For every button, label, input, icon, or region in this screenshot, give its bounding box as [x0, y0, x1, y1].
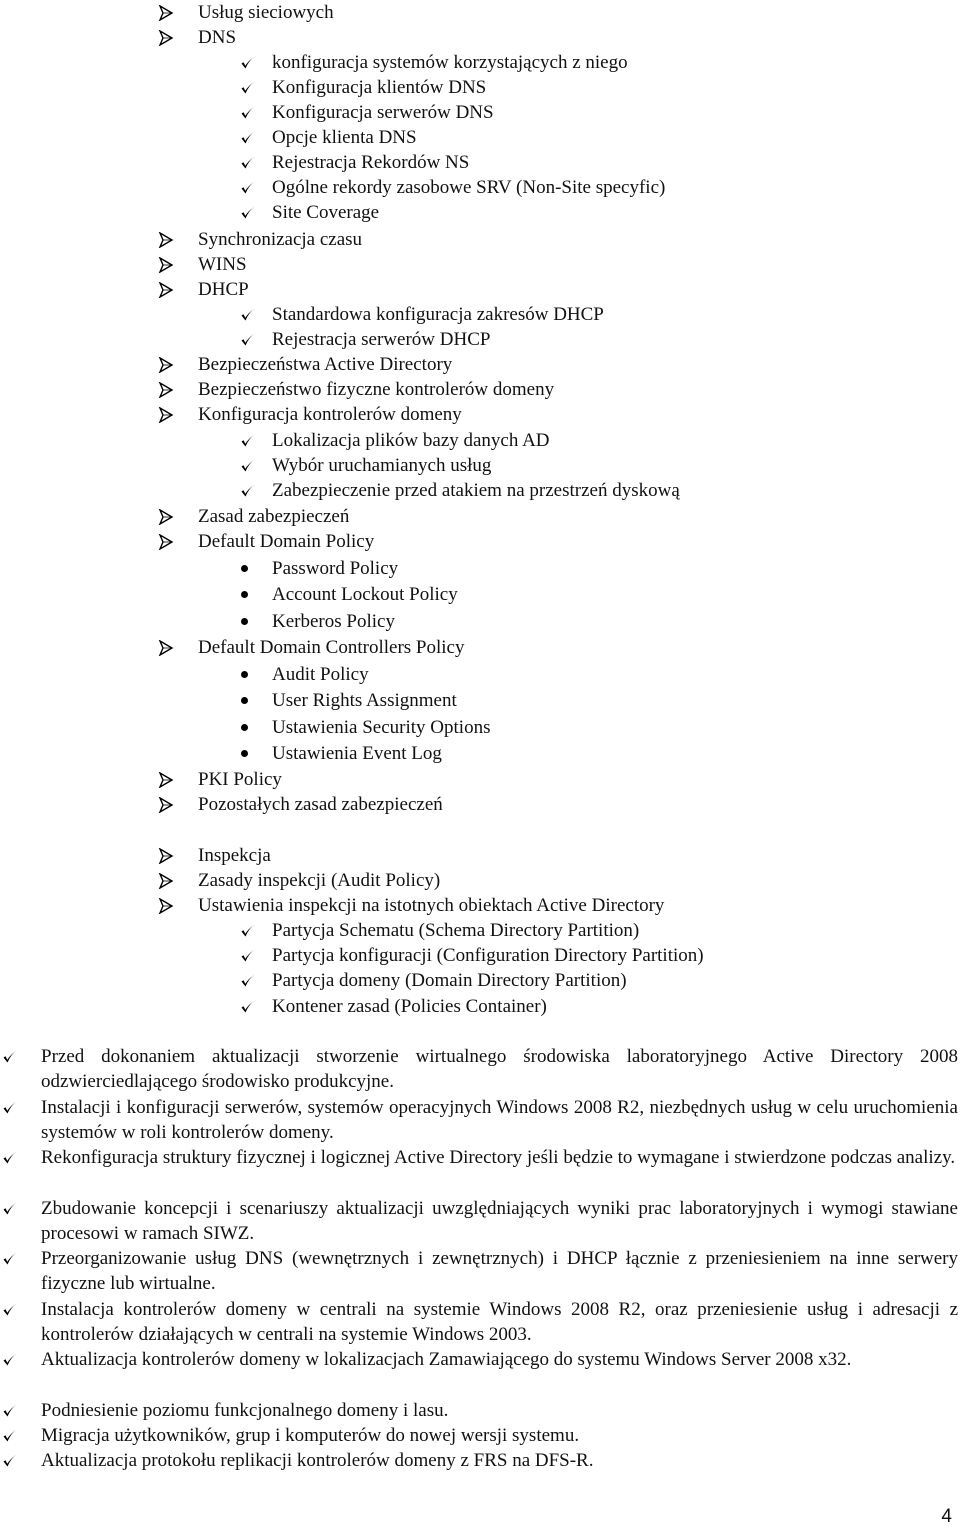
- task-item-text: Aktualizacja kontrolerów domeny w lokalizacjach Zamawiającego do systemu Windows Server 2008 x32.: [41, 1349, 852, 1370]
- outline-item: [240, 556, 398, 581]
- arrow-icon: [158, 352, 198, 377]
- outline-item-text: Password Policy: [272, 558, 399, 579]
- outline-item: [240, 478, 680, 503]
- outline-item: [158, 792, 443, 817]
- check-icon: [240, 100, 272, 125]
- outline-item-text: Account Lockout Policy: [272, 584, 458, 605]
- outline-item: [158, 868, 440, 893]
- outline-item-text: Standardowa konfiguracja zakresów DHCP: [272, 304, 604, 325]
- outline-item-text: Ustawienia Security Options: [272, 717, 491, 738]
- check-icon: [0, 1448, 41, 1473]
- outline-item: [158, 402, 462, 427]
- outline-item-text: Wybór uruchamianych usług: [272, 455, 492, 476]
- check-icon: [240, 994, 272, 1019]
- outline-item: [240, 453, 491, 478]
- check-icon: [240, 453, 272, 478]
- outline-item: [240, 50, 628, 75]
- arrow-icon: [158, 893, 198, 918]
- check-icon: [0, 1246, 41, 1271]
- outline-item-text: Synchronizacja czasu: [198, 229, 363, 250]
- check-icon: [240, 200, 272, 225]
- arrow-icon: [158, 868, 198, 893]
- outline-item: [240, 688, 457, 713]
- bullet-icon: [240, 688, 272, 713]
- outline-item-text: Partycja konfiguracji (Configuration Directory Partition): [272, 945, 704, 966]
- outline-item-text: Konfiguracja kontrolerów domeny: [198, 404, 462, 425]
- check-icon: [240, 150, 272, 175]
- outline-item-text: Ustawienia Event Log: [272, 743, 442, 764]
- task-item: [0, 1145, 958, 1170]
- outline-item: [240, 200, 379, 225]
- outline-item-text: Inspekcja: [198, 845, 271, 866]
- outline-item: [240, 75, 486, 100]
- outline-item-text: Lokalizacja plików bazy danych AD: [272, 430, 550, 451]
- outline-item-text: Zabezpieczenie przed atakiem na przestrzeń dyskową: [272, 480, 680, 501]
- outline-item-text: Rejestracja Rekordów NS: [272, 152, 470, 173]
- outline-item: [158, 227, 362, 252]
- outline-item: [240, 662, 369, 687]
- outline-item: [240, 968, 627, 993]
- check-icon: [0, 1423, 41, 1448]
- outline-item-text: Opcje klienta DNS: [272, 127, 417, 148]
- outline-item: [158, 893, 664, 918]
- outline-item: [240, 302, 604, 327]
- arrow-icon: [158, 377, 198, 402]
- bullet-icon: [240, 741, 272, 766]
- outline-item-text: Zasad zabezpieczeń: [198, 506, 350, 527]
- outline-item: [158, 277, 249, 302]
- outline-item: [158, 635, 464, 660]
- outline-item: [158, 352, 452, 377]
- outline-item-text: Konfiguracja serwerów DNS: [272, 102, 494, 123]
- outline-item: [240, 327, 490, 352]
- task-item: [0, 1423, 958, 1448]
- outline-item-text: Partycja domeny (Domain Directory Partition): [272, 970, 627, 991]
- arrow-icon: [158, 792, 198, 817]
- task-item: [0, 1095, 958, 1146]
- check-icon: [0, 1297, 41, 1322]
- outline-item-text: Audit Policy: [272, 664, 369, 685]
- task-item: [0, 1246, 958, 1297]
- outline-item: [240, 175, 665, 200]
- outline-item-text: Pozostałych zasad zabezpieczeń: [198, 794, 443, 815]
- check-icon: [0, 1095, 41, 1120]
- arrow-icon: [158, 0, 198, 25]
- check-icon: [240, 75, 272, 100]
- check-icon: [240, 302, 272, 327]
- task-item-text: Migracja użytkowników, grup i komputerów do nowej wersji systemu.: [41, 1425, 580, 1446]
- bullet-icon: [240, 715, 272, 740]
- check-icon: [0, 1044, 41, 1069]
- page-number: 4: [941, 1506, 952, 1527]
- outline-item: [240, 918, 639, 943]
- check-icon: [240, 478, 272, 503]
- task-item: [0, 1297, 958, 1348]
- check-icon: [240, 943, 272, 968]
- task-item: [0, 1398, 958, 1423]
- outline-item-text: WINS: [198, 254, 247, 275]
- bullet-icon: [240, 556, 272, 581]
- task-item-text: Przeorganizowanie usług DNS (wewnętrznych i zewnętrznych) i DHCP łącznie z przeniesieniem na inne serwery fizyczne lub wirtualne.: [41, 1248, 958, 1295]
- check-icon: [0, 1398, 41, 1423]
- outline-item-text: Konfiguracja klientów DNS: [272, 77, 487, 98]
- arrow-icon: [158, 767, 198, 792]
- outline-item: [158, 25, 236, 50]
- check-icon: [240, 428, 272, 453]
- outline-item: [240, 943, 704, 968]
- check-icon: [240, 327, 272, 352]
- outline-item-text: Default Domain Policy: [198, 531, 375, 552]
- check-icon: [240, 918, 272, 943]
- check-icon: [0, 1145, 41, 1170]
- outline-item: [158, 843, 271, 868]
- check-icon: [240, 968, 272, 993]
- task-item-text: Zbudowanie koncepcji i scenariuszy aktualizacji uwzględniających wyniki prac laboratoryjnych i wymogi stawiane procesowi w ramach SIWZ.: [41, 1198, 958, 1245]
- outline-item: [240, 994, 547, 1019]
- task-item: [0, 1196, 958, 1247]
- check-icon: [240, 125, 272, 150]
- outline-item: [158, 767, 282, 792]
- arrow-icon: [158, 227, 198, 252]
- outline-item-text: User Rights Assignment: [272, 690, 457, 711]
- outline-item-text: PKI Policy: [198, 769, 282, 790]
- outline-item: [158, 377, 554, 402]
- outline-item-text: Kerberos Policy: [272, 611, 395, 632]
- outline-item-text: Bezpieczeństwo fizyczne kontrolerów domeny: [198, 379, 555, 400]
- bullet-icon: [240, 662, 272, 687]
- check-icon: [0, 1347, 41, 1372]
- outline-item-text: Site Coverage: [272, 202, 380, 223]
- check-icon: [240, 50, 272, 75]
- task-item: [0, 1448, 958, 1473]
- outline-item-text: Partycja Schematu (Schema Directory Partition): [272, 920, 640, 941]
- outline-item: [240, 741, 442, 766]
- arrow-icon: [158, 635, 198, 660]
- outline-item-text: Usług sieciowych: [198, 2, 334, 23]
- outline-item: [158, 0, 334, 25]
- outline-item-text: DNS: [198, 27, 237, 48]
- outline-item: [240, 715, 490, 740]
- bullet-icon: [240, 609, 272, 634]
- outline-item-text: Default Domain Controllers Policy: [198, 637, 465, 658]
- outline-item: [240, 100, 494, 125]
- check-icon: [240, 175, 272, 200]
- arrow-icon: [158, 277, 198, 302]
- arrow-icon: [158, 504, 198, 529]
- task-item-text: Podniesienie poziomu funkcjonalnego domeny i lasu.: [41, 1400, 449, 1421]
- outline-item-text: konfiguracja systemów korzystających z niego: [272, 52, 628, 73]
- task-item-text: Aktualizacja protokołu replikacji kontrolerów domeny z FRS na DFS-R.: [41, 1450, 594, 1471]
- arrow-icon: [158, 25, 198, 50]
- task-item: [0, 1044, 958, 1095]
- outline-item-text: Ustawienia inspekcji na istotnych obiektach Active Directory: [198, 895, 665, 916]
- task-item-text: Przed dokonaniem aktualizacji stworzenie wirtualnego środowiska laboratoryjnego Active Directory 2008 odzwierciedlającego środowisko produkcyjne.: [41, 1046, 958, 1093]
- check-icon: [0, 1196, 41, 1221]
- outline-item-text: Kontener zasad (Policies Container): [272, 996, 547, 1017]
- outline-item: [240, 125, 417, 150]
- outline-item: [240, 428, 550, 453]
- outline-item: [240, 582, 458, 607]
- outline-item: [158, 252, 247, 277]
- arrow-icon: [158, 843, 198, 868]
- bullet-icon: [240, 582, 272, 607]
- outline-item: [240, 609, 395, 634]
- arrow-icon: [158, 252, 198, 277]
- outline-item-text: Rejestracja serwerów DHCP: [272, 329, 491, 350]
- outline-item-text: Bezpieczeństwa Active Directory: [198, 354, 453, 375]
- outline-item: [240, 150, 469, 175]
- task-item-text: Instalacja kontrolerów domeny w centrali na systemie Windows 2008 R2, oraz przeniesienie usług i adresacji z kontrolerów działających w centrali na systemie Windows 2003.: [41, 1299, 958, 1346]
- arrow-icon: [158, 529, 198, 554]
- outline-item: [158, 529, 374, 554]
- outline-item-text: DHCP: [198, 279, 249, 300]
- outline-item-text: Ogólne rekordy zasobowe SRV (Non-Site specyfic): [272, 177, 666, 198]
- outline-item: [158, 504, 349, 529]
- task-item-text: Rekonfiguracja struktury fizycznej i logicznej Active Directory jeśli będzie to wymagane i stwierdzone podczas analizy.: [41, 1147, 956, 1168]
- arrow-icon: [158, 402, 198, 427]
- task-item-text: Instalacji i konfiguracji serwerów, systemów operacyjnych Windows 2008 R2, niezbędnych usług w celu uruchomienia systemów w roli kontrolerów domeny.: [41, 1097, 958, 1144]
- outline-item-text: Zasady inspekcji (Audit Policy): [198, 870, 441, 891]
- task-item: [0, 1347, 958, 1372]
